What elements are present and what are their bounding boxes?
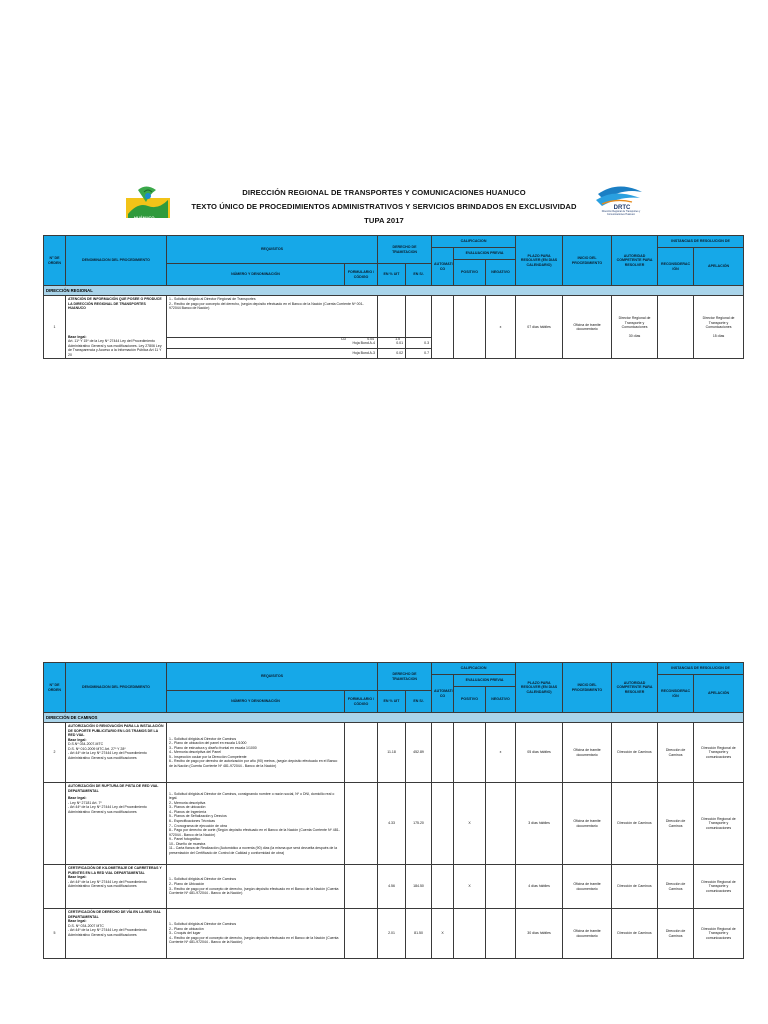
- col-apelacion: APELACIÓN: [694, 248, 744, 286]
- col-reconsideracion: RECONSIDERAC IÓN: [658, 248, 694, 286]
- row1-inicio: Oficina de tramite documentario: [563, 296, 612, 359]
- row-reconsideracion: Dirección de Caminos: [658, 865, 694, 909]
- row1-base-legal-label: Base legal:: [68, 334, 87, 339]
- row-automatico: X: [432, 909, 454, 959]
- row1-negativo: x: [486, 296, 516, 359]
- col-numero-denominacion: NÚMERO Y DENOMINACIÓN: [167, 691, 345, 713]
- col-apelacion: APELACIÓN: [694, 675, 744, 713]
- col-evaluacion-previa: EVALUACION PREVIA: [454, 248, 516, 260]
- col-en-uit: EN % UIT: [378, 691, 406, 713]
- section-direccion-regional: DIRECCIÓN REGIONAL: [44, 286, 744, 296]
- row-procedimiento: [66, 723, 167, 783]
- row-apelacion: Dirección Regional de Transporte y comunicaciones: [694, 909, 744, 959]
- col-denominacion: DENOMINACION DEL PROCEDIMIENTO: [66, 236, 167, 286]
- row1-sub-label: Hoja Bond A-4: [167, 338, 378, 349]
- row-title: CERTIFICACIÓN DE KILOMETRAJE DE CARRETERAS Y PUENTES EN LA RED VIAL DEPARTAMENTAL: [68, 866, 162, 875]
- row-title: CERTIFICACIÓN DE DERECHO DE VÍA EN LA RED VIAL DEPARTAMENTAL: [68, 910, 161, 919]
- col-inicio: INICIO DEL PROCEDIMIENTO: [563, 663, 612, 713]
- row-plazo: 05 días hábiles: [516, 723, 563, 783]
- row-reconsideracion: Dirección de Caminos: [658, 909, 694, 959]
- row-base-legal: D.S. Nº 034-2007 MTC - Art 44º de la Ley Nº 27444 Ley del Procedimiento Administrativo General y sus modificaciones: [68, 923, 147, 937]
- col-formulario: FORMULARIO / CÓDIGO: [345, 264, 378, 286]
- row-plazo: 3 días hábiles: [516, 783, 563, 865]
- row-negativo: [486, 865, 516, 909]
- row1-sub-cd-label: CD: [340, 337, 346, 341]
- row-autoridad: Dirección de Caminos: [612, 909, 658, 959]
- row-uit: 2.01: [378, 909, 406, 959]
- row-procedimiento: [66, 909, 167, 959]
- row-procedimiento: [66, 865, 167, 909]
- col-denominacion: DENOMINACION DEL PROCEDIMIENTO: [66, 663, 167, 713]
- table-row: [44, 865, 744, 909]
- col-autoridad: AUTORIDAD COMPETENTE PARA RESOLVER: [612, 236, 658, 286]
- row1-num: 1: [44, 296, 66, 359]
- col-requisitos: REQUISITOS: [167, 663, 378, 691]
- row-positivo: [454, 909, 486, 959]
- right-logo-text: DRTC: [613, 205, 631, 211]
- row1-autoridad: [612, 296, 658, 359]
- row-requisitos: 1.- Solicitud dirigida al Director de Caminos 2.- Plano de ubicación del panel en escala 1/1000 3.- Plano de estructura y diseño frontal en escala 1/1000 4.- Memoria descriptiva del Panel 5.- Inspección ocular por la Dirección Competente 6.- Recibo de pago por derecho de autorización por año (90) metros, (según depósito efectuado en el Banco de la Nación (Cuenta Corriente Nº 481-972044 - Banco de la Nación): [167, 723, 345, 783]
- col-automatico: AUTOMATI CO: [432, 248, 454, 286]
- col-num-orden: N° DE ORDEN: [44, 663, 66, 713]
- row-apelacion: Dirección Regional de Transporte y comunicaciones: [694, 723, 744, 783]
- row-positivo: X: [454, 783, 486, 865]
- row-apelacion: Dirección Regional de Transporte y comunicaciones: [694, 865, 744, 909]
- col-en-soles: EN S/.: [406, 691, 432, 713]
- row-title: AUTORIZACIÓN O RENOVACIÓN PARA LA INSTALACIÓN DE SOPORTE PUBLICITARIO EN LOS TRAMOS DE LA RED VIAL: [68, 724, 164, 738]
- section-direccion-caminos: DIRECCIÓN DE CAMINOS: [44, 713, 744, 723]
- header-title-line1: DIRECCIÓN REGIONAL DE TRANSPORTES Y COMUNICACIONES HUANUCO: [242, 188, 526, 197]
- col-derecho: DERECHO DE TRAMITACION: [378, 236, 432, 264]
- row-requisitos: 1.- Solicitud dirigida al Director de Caminos, consignando nombre o razón social, Nº o DNI, domicilio real o legal. 2.- Memoria descriptiva 3.- Planos de ubicación 4.- Planos de Ingeniería 5.- Planos de Señalización y Desvíos 6.- Especificaciones Técnicas 7.- Cronograma de ejecución de obra 8.- Pago por derecho de corte (Según depósito efectuado en el Banco de la Nación (Cuenta Corriente Nº 481-972044 - Banco de la Nación) 9.- Panel fotográfico 10.- Diseño de muestra 11.- Carta fianza de Realización (Automático a noventa (90) días (la misma que será devuelta después de la presentación del Certificado de Control de Calidad y conformidad de obra): [167, 783, 345, 865]
- row-uit: 4.56: [378, 865, 406, 909]
- col-positivo: POSITIVO: [454, 260, 486, 286]
- row-positivo: X: [454, 865, 486, 909]
- row-negativo: x: [486, 723, 516, 783]
- row1-sub-label: Hoja Bond A-3: [167, 348, 378, 359]
- row-automatico: [432, 783, 454, 865]
- col-plazo: PLAZO PARA RESOLVER (EN DIAS CALENDARIO): [516, 236, 563, 286]
- col-reconsideracion: RECONSIDERAC IÓN: [658, 675, 694, 713]
- row-apelacion: Dirección Regional de Transporte y comunicaciones: [694, 783, 744, 865]
- row-num: [44, 865, 66, 909]
- col-autoridad: AUTORIDAD COMPETENTE PARA RESOLVER: [612, 663, 658, 713]
- row1-sub-soles: 0.3: [406, 338, 432, 349]
- tupa-table-2: [43, 662, 744, 959]
- row1-sub-soles: 0.7: [406, 348, 432, 359]
- row1-base-legal: Art. 11º Y 15º de la Ley Nº 27444 Ley del Procedimiento Administrativo General y sus modificaciones. Ley 27806 Ley de Transparencia y Acceso a la Información Pública Art 11 Y 20: [68, 339, 162, 357]
- col-negativo: NEGATIVO: [486, 260, 516, 286]
- row-base-legal-label: Base legal:: [68, 919, 87, 924]
- row-automatico: [432, 723, 454, 783]
- left-logo-text: HUÁNUCO: [134, 215, 155, 220]
- row1-apelacion-text: Director Regional de Transporte y Comunicaciones: [702, 316, 735, 330]
- col-calificacion: CALIFICACION: [432, 663, 516, 675]
- row1-autoridad-plazo: 30 días: [628, 333, 641, 338]
- row-base-legal: - Ley Nº 27181 Art. 7º - Art 44º de la Ley Nº 27444 Ley del Procedimiento Administrativo General y sus modificaciones: [68, 800, 147, 814]
- row-automatico: [432, 865, 454, 909]
- col-instancias: INSTANCIAS DE RESOLUCION DE: [658, 236, 744, 248]
- col-num-orden: N° DE ORDEN: [44, 236, 66, 286]
- row-autoridad: Dirección de Caminos: [612, 865, 658, 909]
- row-reconsideracion: Dirección de Caminos: [658, 723, 694, 783]
- row-requisitos: 1.- Solicitud dirigida al Director de Caminos 2.- Plano de Ubicación 3.- Recibo de pago por el concepto de derecho, (según depósito efectuado en el Banco de la Nación (Cuenta Corriente Nº 481-972044 - Banco de la Nación): [167, 865, 345, 909]
- row-base-legal: D.S.Nº 034-2007-MTC D.S. Nº 010-2009 MTC Art. 27º Y 28º - Art 44º de la Ley Nº 27444 Ley del Procedimiento Administrativo General y sus modificaciones: [68, 742, 147, 760]
- col-formulario: FORMULARIO / CÓDIGO: [345, 691, 378, 713]
- row-soles: 184.50: [406, 865, 432, 909]
- row1-apelacion: [694, 296, 744, 359]
- col-plazo: PLAZO PARA RESOLVER (EN DIAS CALENDARIO): [516, 663, 563, 713]
- row-requisitos: 1.- Solicitud dirigida al Director de Caminos 2.- Plano de ubicación 3.- Croquis del lugar 4.- Recibo de pago por el concepto de derecho, (según depósito efectuado en el Banco de la Nación (Cuenta Corriente Nº 481-972044 - Banco de la Nación): [167, 909, 345, 959]
- col-positivo: POSITIVO: [454, 687, 486, 713]
- col-en-uit: EN % UIT: [378, 264, 406, 286]
- row-base-legal-label: Base legal:: [68, 875, 87, 880]
- row-num: 2: [44, 723, 66, 783]
- row-soles: 452.89: [406, 723, 432, 783]
- row-negativo: [486, 783, 516, 865]
- header-title-line2: TEXTO ÚNICO DE PROCEDIMIENTOS ADMINISTRATIVOS Y SERVICIOS BRINDADOS EN EXCLUSIVIDAD: [191, 202, 577, 211]
- row-uit: 11.18: [378, 723, 406, 783]
- row1-procedimiento: [66, 296, 167, 359]
- row-base-legal-label: Base legal:: [68, 737, 87, 742]
- row-plazo: 30 días hábiles: [516, 909, 563, 959]
- row-title: AUTORIZACIÓN DE RUPTURA DE PISTA DE RED VIAL DEPARTAMENTAL: [68, 784, 159, 793]
- table-row: [44, 783, 744, 865]
- row-inicio: Oficina de tramite documentario: [563, 909, 612, 959]
- right-logo-subtext: Dirección Regional de Transportes y Comunicaciones Huánuco: [601, 210, 641, 216]
- table-row: [44, 909, 744, 959]
- row1-sub-cd-uit: 0.04: [367, 337, 374, 341]
- col-calificacion: CALIFICACION: [432, 236, 516, 248]
- col-automatico: AUTOMATI CO: [432, 675, 454, 713]
- row-reconsideracion: Dirección de Caminos: [658, 783, 694, 865]
- row-base-legal-label: Base legal:: [68, 796, 87, 801]
- col-derecho: DERECHO DE TRAMITACION: [378, 663, 432, 691]
- col-en-soles: EN S/.: [406, 264, 432, 286]
- row1-plazo: 07 días hábiles: [516, 296, 563, 359]
- row-num: 5: [44, 909, 66, 959]
- row1-requisitos: 1.- Solicitud dirigido al Director Regional de Transportes 2.- Recibo de pago por concepto del derecho, (según depósito efectuado en el Banco de la Nación (Cuenta Corriente Nº 001-972044 Banco de Nación): [167, 296, 378, 338]
- col-negativo: NEGATIVO: [486, 687, 516, 713]
- col-evaluacion-previa: EVALUACION PREVIA: [454, 675, 516, 687]
- row1-apelacion-plazo: 15 días: [712, 333, 725, 338]
- col-inicio: INICIO DEL PROCEDIMIENTO: [563, 236, 612, 286]
- header-title-line3: TUPA 2017: [364, 216, 404, 225]
- row-inicio: Oficina de tramite documentario: [563, 723, 612, 783]
- row-soles: 175.20: [406, 783, 432, 865]
- row-positivo: [454, 723, 486, 783]
- row-uit: 4.33: [378, 783, 406, 865]
- row1-autoridad-text: Director Regional de Transporte y Comunicaciones: [618, 316, 651, 330]
- row-inicio: Oficina de tramite documentario: [563, 783, 612, 865]
- row1-sub-uit: 0.02: [378, 348, 406, 359]
- row-soles: 81.50: [406, 909, 432, 959]
- row-num: [44, 783, 66, 865]
- row1-sub-cd-soles: 1.5: [395, 337, 400, 341]
- col-instancias: INSTANCIAS DE RESOLUCION DE: [658, 663, 744, 675]
- row1-title: ATENCIÓN DE INFORMACIÓN QUE POSEE O PRODUCE LA DIRECCIÓN REGIONAL DE TRANSPORTES HUANUCO: [68, 297, 162, 311]
- row-plazo: 4 días hábiles: [516, 865, 563, 909]
- row-autoridad: Dirección de Caminos: [612, 723, 658, 783]
- row-negativo: [486, 909, 516, 959]
- row-procedimiento: [66, 783, 167, 865]
- col-requisitos: REQUISITOS: [167, 236, 378, 264]
- col-numero-denominacion: NÚMERO Y DENOMINACIÓN: [167, 264, 345, 286]
- table-row: [44, 723, 744, 783]
- row1-sub-uit: 0.01: [378, 338, 406, 349]
- row-base-legal: - Art 44º de la Ley Nº 27444 Ley del Procedimiento Administrativo General y sus modificaciones: [68, 879, 147, 889]
- row-autoridad: Dirección de Caminos: [612, 783, 658, 865]
- row-inicio: Oficina de tramite documentario: [563, 865, 612, 909]
